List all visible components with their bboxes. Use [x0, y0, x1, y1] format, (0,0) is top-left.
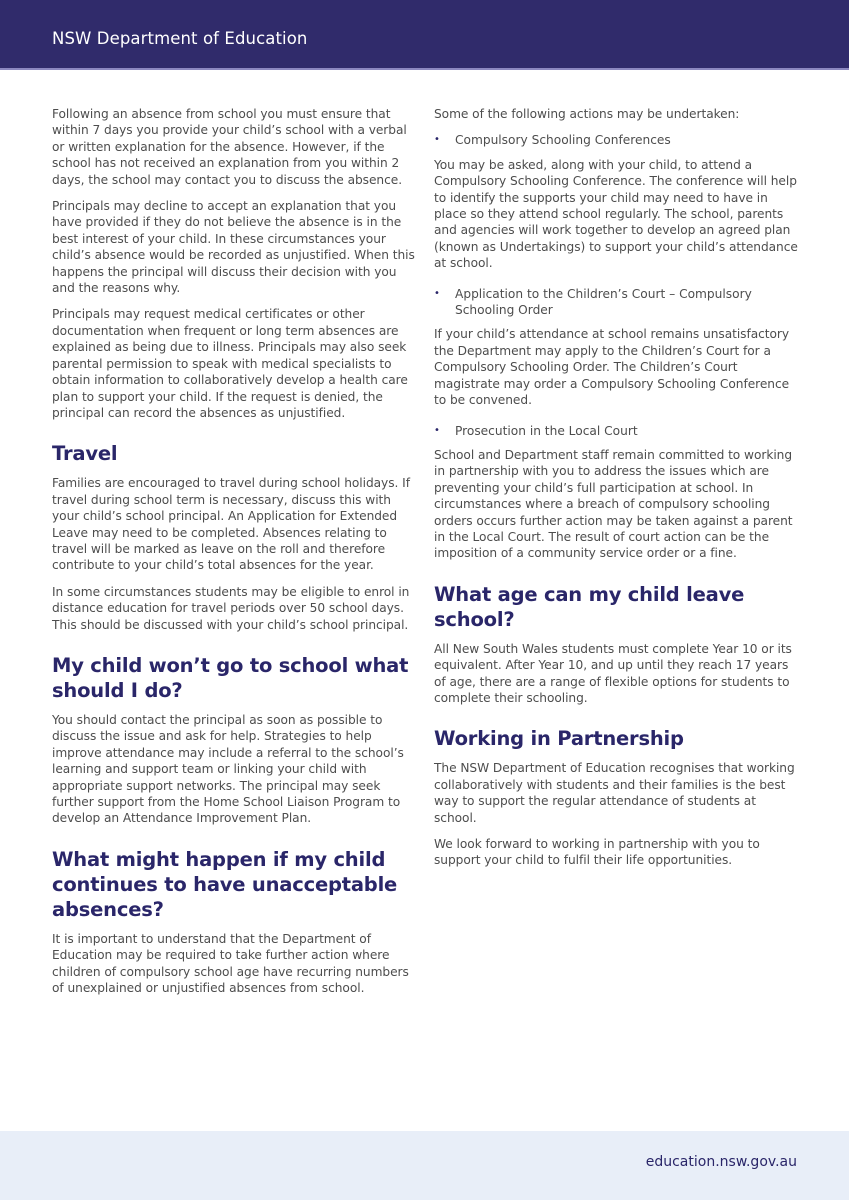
- travel-heading: Travel: [52, 442, 118, 466]
- action-bullet-item: [434, 423, 802, 439]
- wont-go-heading: My child won’t go to school what should I do?: [52, 653, 409, 702]
- intro-paragraph-2: Principals may decline to accept an explanation that you have provided if they do not believe the absence is in the best interest of your child. In these circumstances your child’s absence would be recorded as unjustified. When this happens the principal will discuss their decision with you and the reasons why.: [52, 199, 415, 296]
- intro-paragraph-3: Principals may request medical certificates or other documentation when frequent or long term absences are explained as being due to illness. Principals may also seek parental permission to speak with medical specialists to obtain information to collaboratively develop a health care plan to support your child. If the request is denied, the principal can record the absences as unjustified.: [52, 307, 408, 420]
- intro-paragraph-1: Following an absence from school you must ensure that within 7 days you provide your child’s school with a verbal or written explanation for the absence. However, if the school has not received an explanation from you within 2 days, the school may contact you to discuss the absence.: [52, 107, 407, 187]
- bullet-icon: •: [434, 287, 440, 299]
- right-column: [434, 106, 802, 879]
- organisation-title: NSW Department of Education: [52, 29, 308, 48]
- travel-paragraph-2: In some circumstances students may be eligible to enrol in distance education for travel periods over 50 school days. This should be discussed with your child’s school principal.: [52, 584, 410, 632]
- travel-paragraph-1: Families are encouraged to travel during school holidays. If travel during school term is necessary, discuss this with your child’s school principal. An Application for Extended Leave may need to be completed. Absences relating to travel will be marked as leave on the roll and therefore contribute to your child’s total absences for the year.: [52, 476, 410, 573]
- wont-go-paragraph: You should contact the principal as soon as possible to discuss the issue and ask for help. Strategies to help improve attendance may include a referral to the school’s learning and support team or linking your child with appropriate support networks. The principal may seek further support from the Home School Liaison Program to develop an Attendance Improvement Plan.: [52, 712, 404, 826]
- partnership-heading: Working in Partnership: [434, 727, 684, 751]
- partnership-paragraph-1: The NSW Department of Education recognises that working collaboratively with students and their families is the best way to support the regular attendance of students at school.: [434, 761, 795, 825]
- bullet-icon: •: [434, 424, 440, 436]
- action-label: Application to the Children’s Court – Compulsory Schooling Order: [455, 286, 752, 318]
- partnership-paragraph-2: We look forward to working in partnership with you to support your child to fulfil their life opportunities.: [434, 837, 760, 868]
- page-header: [0, 0, 849, 70]
- page-footer: [0, 1131, 849, 1200]
- website-link[interactable]: education.nsw.gov.au: [645, 1154, 797, 1170]
- left-column: [52, 106, 420, 1006]
- leave-age-heading: What age can my child leave school?: [434, 582, 745, 631]
- unacceptable-absences-paragraph: It is important to understand that the Department of Education may be required to take further action where children of compulsory school age have recurring numbers of unexplained or unjustified absences from school.: [52, 931, 409, 996]
- action-label: Compulsory Schooling Conferences: [455, 133, 671, 148]
- action-bullet-item: [434, 286, 802, 319]
- leave-age-paragraph: All New South Wales students must complete Year 10 or its equivalent. After Year 10, and up until they reach 17 years of age, there are a range of flexible options for students to complete their schooling.: [434, 641, 792, 705]
- actions-intro: Some of the following actions may be undertaken:: [434, 107, 740, 121]
- action-description: You may be asked, along with your child, to attend a Compulsory Schooling Conference. The conference will help to identify the supports your child may need to have in place so they attend school regularly. The school, parents and agencies will work together to develop an agreed plan (known as Undertakings) to support your child’s attendance at school.: [434, 157, 798, 271]
- unacceptable-absences-heading: What might happen if my child continues to have unacceptable absences?: [52, 847, 398, 921]
- bullet-icon: •: [434, 134, 440, 146]
- action-bullet-item: [434, 132, 802, 148]
- action-label: Prosecution in the Local Court: [455, 423, 638, 438]
- action-description: If your child’s attendance at school remains unsatisfactory the Department may apply to the Children’s Court for a Compulsory Schooling Order. The Children’s Court magistrate may order a Compulsory Schooling Conference to be convened.: [434, 327, 790, 408]
- action-description: School and Department staff remain committed to working in partnership with you to address the issues which are preventing your child’s full participation at school. In circumstances where a breach of compulsory schooling orders occurs further action may be taken against a parent in the Local Court. The result of court action can be the imposition of a community service order or a fine.: [434, 447, 793, 561]
